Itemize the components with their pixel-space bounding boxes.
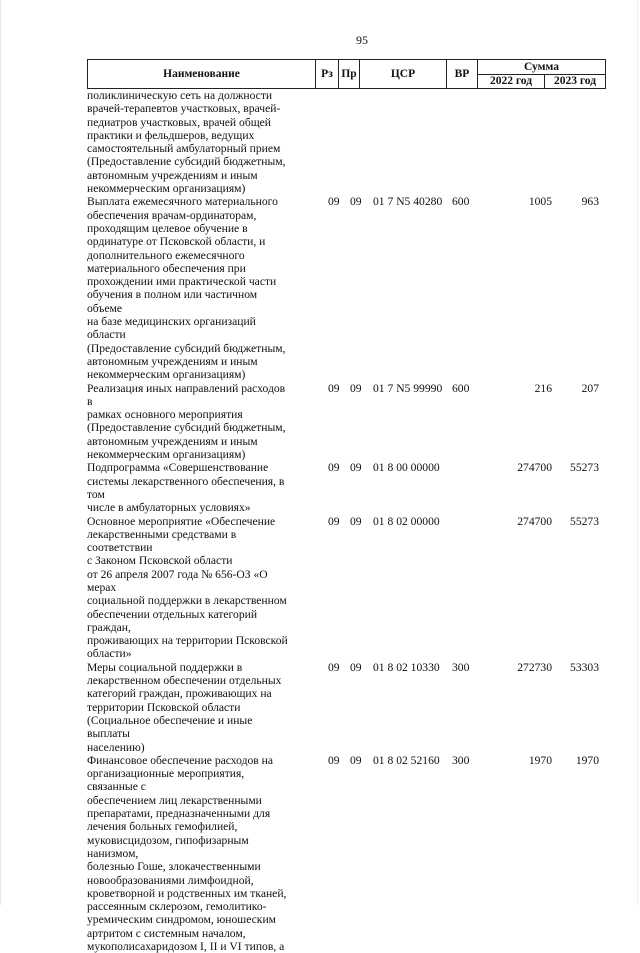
row-csr: 01 8 00 00000 <box>373 461 440 475</box>
scan-edge-left <box>0 0 1 905</box>
row-sum-2023: 963 <box>581 195 599 209</box>
row-sum-2022: 216 <box>534 381 552 395</box>
row-vr: 600 <box>452 195 470 209</box>
row-sum-2022: 1005 <box>528 195 552 209</box>
table-header <box>87 59 606 89</box>
row-sum-2023: 55273 <box>570 514 599 528</box>
header-rz: Рз <box>316 60 339 89</box>
table-row <box>87 754 605 953</box>
row-name: Подпрограмма «Совершенствование системы лекарственного обеспечения, в том числе в амбулаторных условиях» <box>87 461 285 515</box>
row-rz: 09 <box>328 381 340 395</box>
row-name: Выплата ежемесячного материального обеспечения врачам-ординаторам, проходящим целевое обучение в ординатуре от Псковской области, и дополнительного ежемесячного материального обеспечения при прохождении ими практической части обучения в полном или частичном объеме на базе медицинских организаций области (Предоставление субсидий бюджетным, автономным учреждениям и иным некоммерческим организациям) <box>87 195 286 382</box>
row-sum-2022: 274700 <box>517 514 552 528</box>
row-pr: 09 <box>350 381 362 395</box>
page-number: 95 <box>356 33 368 47</box>
table-row <box>87 195 605 381</box>
header-csr: ЦСР <box>360 60 447 89</box>
row-sum-2022: 1970 <box>528 753 552 767</box>
row-name: Реализация иных направлений расходов в рамках основного мероприятия (Предоставление субсидий бюджетным, автономным учреждениям и иным некоммерческим организациям) <box>87 381 286 462</box>
header-sum: Сумма <box>478 60 606 75</box>
row-rz: 09 <box>328 461 340 475</box>
row-name: Меры социальной поддержки в лекарственном обеспечении отдельных категорий граждан, проживающих на территории Псковской области (Социальное обеспечение и иные выплаты населению) <box>87 660 282 754</box>
row-csr: 01 8 02 52160 <box>373 753 440 767</box>
table-row <box>87 661 605 754</box>
row-rz: 09 <box>328 753 340 767</box>
row-name: Основное мероприятие «Обеспечение лекарственными средствами в соответствии с Законом Псковской области от 26 апреля 2007 года № 656-ОЗ «О мерах социальной поддержки в лекарственном обеспечении отдельных категорий граждан, проживающих на территории Псковской области» <box>87 514 288 661</box>
row-csr: 01 8 02 00000 <box>373 514 440 528</box>
row-rz: 09 <box>328 514 340 528</box>
row-csr: 01 7 N5 99990 <box>373 381 443 395</box>
header-year-2023: 2023 год <box>545 74 606 89</box>
row-sum-2023: 1970 <box>575 753 599 767</box>
row-name: Финансовое обеспечение расходов на организационные мероприятия, связанные с обеспечением лиц лекарственными препаратами, предназначенными для лечения больных гемофилией, муковисцидозом, гипофизарным нанизмом, болезнью Гоше, злокачественными новообразованиями лимфоидной, кроветворной и родственных им тканей, рассеянным склерозом, гемолитико- уремическим синдромом, юношеским артритом с системным началом, мукополисахаридозом I, II и VI типов, а <box>87 753 287 953</box>
header-year-2022: 2022 год <box>478 74 545 89</box>
row-csr: 01 8 02 10330 <box>373 660 440 674</box>
row-name: поликлиническую сеть на должности врачей-терапевтов участковых, врачей- педиатров участковых, врачей общей практики и фельдшеров, ведущих самостоятельный амбулаторный прием (Предоставление субсидий бюджетным, автономным учреждениям и иным некоммерческим организациям) <box>87 89 286 196</box>
row-vr: 600 <box>452 381 470 395</box>
row-rz: 09 <box>328 660 340 674</box>
row-vr: 300 <box>452 660 470 674</box>
table-row <box>87 89 605 195</box>
table-row <box>87 515 605 661</box>
row-sum-2022: 274700 <box>517 461 552 475</box>
row-sum-2022: 272730 <box>517 660 552 674</box>
row-pr: 09 <box>350 461 362 475</box>
header-pr: Пр <box>339 60 360 89</box>
row-vr: 300 <box>452 753 470 767</box>
header-name: Наименование <box>88 60 316 89</box>
row-pr: 09 <box>350 195 362 209</box>
scan-edge-right <box>637 0 638 905</box>
table-body <box>87 89 605 953</box>
table-row <box>87 461 605 514</box>
row-csr: 01 7 N5 40280 <box>373 195 443 209</box>
table-row <box>87 382 605 462</box>
row-pr: 09 <box>350 753 362 767</box>
row-sum-2023: 55273 <box>570 461 599 475</box>
row-sum-2023: 207 <box>581 381 599 395</box>
row-pr: 09 <box>350 660 362 674</box>
header-vr: ВР <box>447 60 478 89</box>
row-rz: 09 <box>328 195 340 209</box>
row-pr: 09 <box>350 514 362 528</box>
row-sum-2023: 53303 <box>570 660 599 674</box>
